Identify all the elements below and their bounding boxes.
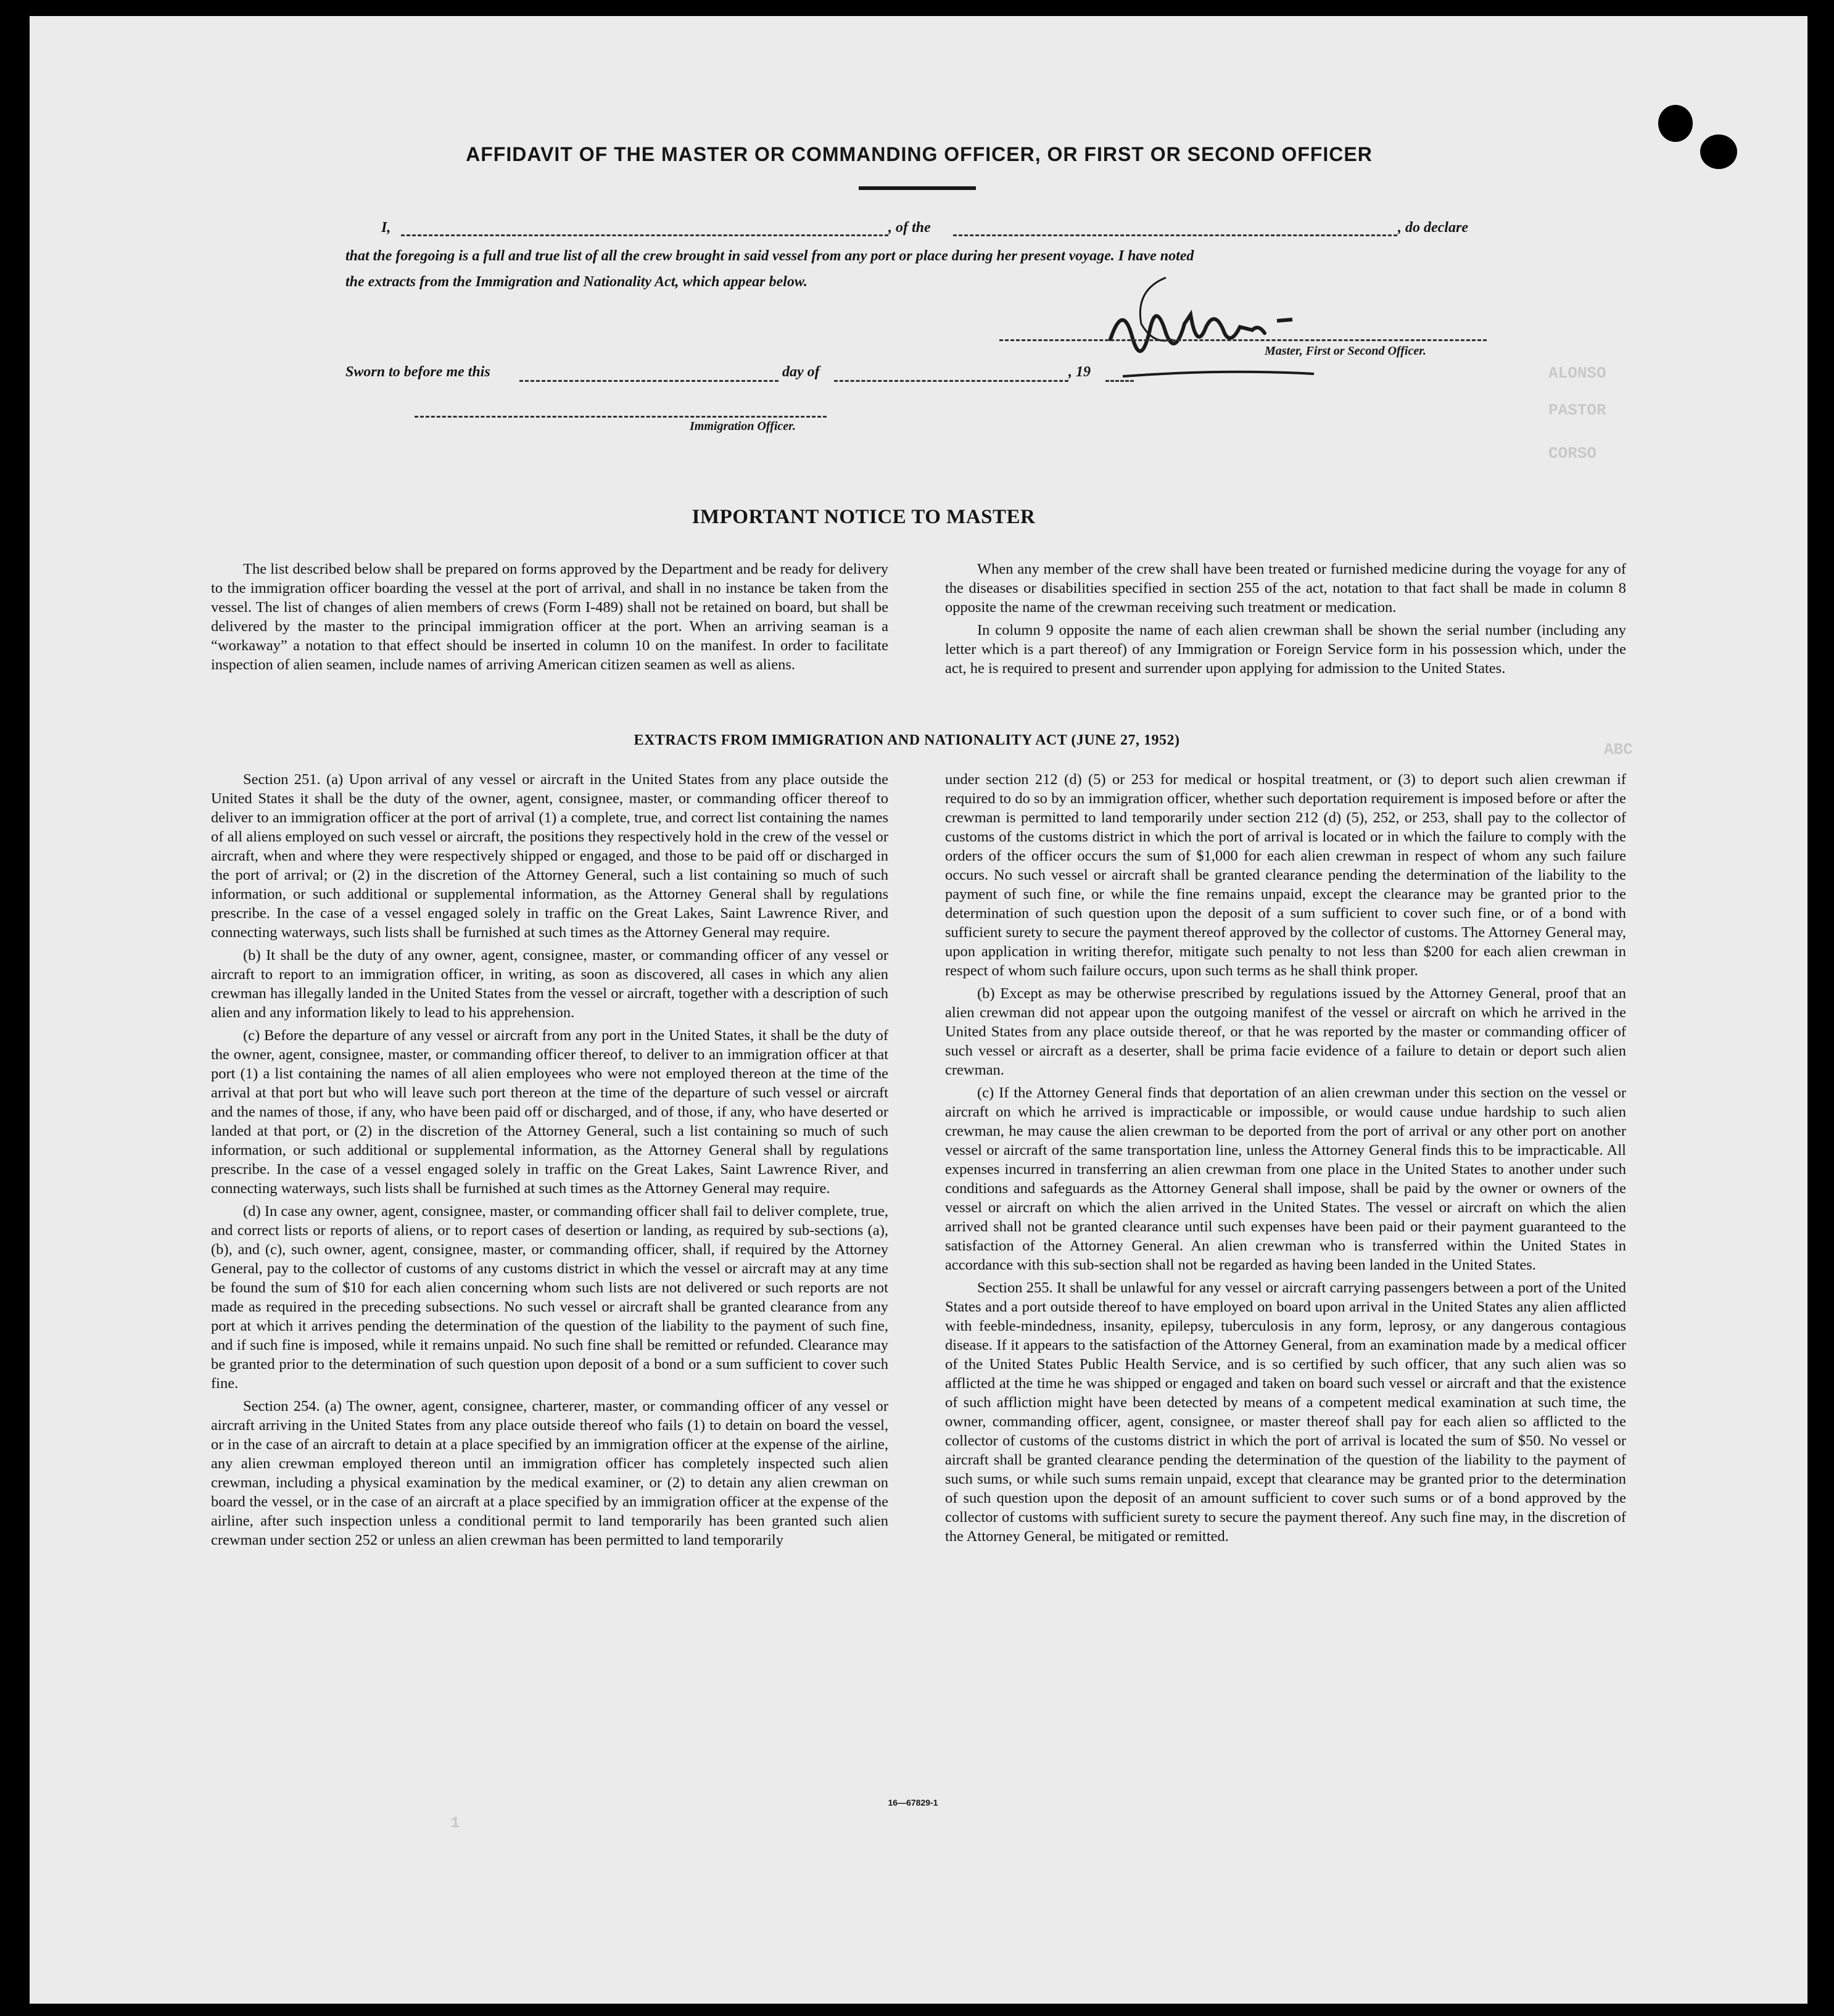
sworn-month-line (834, 380, 1068, 382)
statute-paragraph: Section 254. (a) The owner, agent, consignee, charterer, master, or commanding officer of any vessel or aircraft arriving in the United States from any place outside thereof who fails (1) to detain on board the vessel, or in the case of an aircraft to detain at a place specified by an immigration officer at the expense of the airline, any alien crewman employed thereon until an immigration officer has completely inspected such alien crewman, including a physical examination by the medical examiner, or (2) to detain any alien crewman on board the vessel, or in the case of an aircraft at a place specified by an immigration officer at the expense of the airline, after such inspection unless a conditional permit to land temporarily has been granted such alien crewman under section 252 or unless an alien crewman has been permitted to land temporarily (211, 1398, 888, 1548)
title-divider (859, 186, 976, 190)
master-name-line (401, 234, 888, 236)
notice-left-column (211, 560, 888, 678)
notice-paragraph: The list described below shall be prepared on forms approved by the Department and be ready for delivery to the immigration officer boarding the vessel at the port of arrival, and shall in no instance be taken from the vessel. The list of changes of alien members of crews (Form I-489) shall not be retained on board, but shall be delivered by the master to the principal immigration officer at the port. When an arriving seaman is a “workaway” a notation to that effect should be inserted in column 10 on the manifest. In order to facilitate inspection of alien seamen, include names of arriving American citizen seamen as well as aliens. (211, 561, 888, 673)
sworn-day-of-label: day of (782, 364, 820, 380)
statute-paragraph: (b) Except as may be otherwise prescribed by regulations issued by the Attorney General, proof that an alien crewman did not appear upon the outgoing manifest of the vessel or aircraft on which he arrived in the United States from any place outside thereof, or that he was reported by the master or commanding officer of such vessel or aircraft as a deserter, shall be prima facie evidence of a failure to detain or deport such alien crewman. (945, 985, 1626, 1078)
affidavit-statement-cont: the extracts from the Immigration and Nationality Act, which appear below. (345, 274, 808, 290)
statute-paragraph: (c) If the Attorney General finds that deportation of an alien crewman under this section on the vessel or aircraft on which he arrived is impracticable or impossible, or would cause undue hardship to such alien crewman, he may cause the alien crewman to be deported from the port of arrival or any other port on another vessel or aircraft of the same transportation line, unless the Attorney General finds this to be impracticable. All expenses incurred in transferring an alien crewman from one place in the United States to another under such conditions and safeguards as the Attorney General shall impose, shall be paid by the owner or owners of the vessel or aircraft on which the alien arrived in the United States. The vessel or aircraft on which the alien arrived shall not be granted clearance until such expenses have been paid or their payment guaranteed to the satisfaction of the Attorney General. An alien crewman who is transferred within the United States in accordance with this sub-section shall not be regarded as having been landed in the United States. (945, 1084, 1626, 1273)
sworn-day-line (519, 380, 779, 382)
immigration-officer-line (415, 416, 827, 418)
extracts-left-column (211, 770, 888, 1553)
sworn-year-line (1105, 380, 1134, 382)
statute-paragraph: (d) In case any owner, agent, consignee, master, or commanding officer shall fail to deliver complete, true, and correct lists or reports of aliens, or to report cases of desertion or landing, as required by sub-sections (a), (b), and (c), such owner, agent, consignee, master, or commanding officer, shall, if required by the Attorney General, pay to the collector of customs of any customs district in which the vessel or aircraft may at any time be found the sum of $10 for each alien concerning whom such lists are not delivered or such reports are not made as required in the preceding subsections. No such vessel or aircraft shall be granted clearance from any port at which it arrives pending the determination of the question of the liability to the payment of such fine, and if such fine is imposed, while it remains unpaid. No such fine shall be remitted or refunded. Clearance may be granted prior to the determination of such question upon deposit of a bond or a sum sufficient to cover such fine. (211, 1203, 888, 1392)
extracts-right-column (945, 770, 1626, 1550)
signature-line (999, 339, 1487, 341)
affidavit-i-label: I, (381, 220, 391, 236)
extracts-title: EXTRACTS FROM IMMIGRATION AND NATIONALITY ACT (JUNE 27, 1952) (634, 732, 1180, 748)
affidavit-statement: that the foregoing is a full and true list of all the crew brought in said vessel from any port or place during her present voyage. I have noted (345, 248, 1194, 264)
handwritten-signature (1098, 265, 1320, 382)
sworn-label: Sworn to before me this (345, 364, 490, 380)
immigration-officer-caption: Immigration Officer. (690, 419, 796, 433)
notice-right-column (945, 560, 1626, 682)
vessel-name-line (953, 234, 1397, 236)
punch-hole-mark (1658, 105, 1693, 142)
bleed-through-marks: ALONSO PASTOR CORSO ABC 1 (450, 364, 1633, 1832)
statute-paragraph: Section 251. (a) Upon arrival of any vessel or aircraft in the United States from any place outside the United States it shall be the duty of the owner, agent, consignee, master, or commanding officer thereof to deliver to an immigration officer at the port of arrival (1) a complete, true, and correct list containing the names of all aliens employed on such vessel or aircraft, the positions they respectively hold in the crew of the vessel or aircraft, when and where they were respectively shipped or engaged, and those to be paid off or discharged in the port of arrival; or (2) in the discretion of the Attorney General, such a list containing so much of such information, or such additional or supplemental information, as the Attorney General shall by regulations prescribe. In the case of a vessel engaged solely in traffic on the Great Lakes, Saint Lawrence River, and connecting waterways, such lists shall be furnished at such times as the Attorney General may require. (211, 771, 888, 941)
sworn-year-label: , 19 (1068, 364, 1091, 380)
affidavit-of-the-label: , of the (888, 220, 931, 236)
notice-title: IMPORTANT NOTICE TO MASTER (692, 506, 1036, 528)
statute-paragraph: (c) Before the departure of any vessel or aircraft from any port in the United States, it shall be the duty of the owner, agent, consignee, master, or commanding officer thereof, to deliver to an immigration officer at that port (1) a list containing the names of all alien employees who were not employed thereon at the time of the arrival at that port but who will leave such port thereon at the time of the departure of such vessel or aircraft and the names of those, if any, who have been paid off or discharged, and of those, if any, who have deserted or landed at that port, or (2) in the discretion of the Attorney General, such a list containing so much of such information, or such additional or supplemental information, as the Attorney General shall by regulations prescribe. In the case of a vessel engaged solely in traffic on the Great Lakes, Saint Lawrence River, and connecting waterways, such lists shall be furnished at such times as the Attorney General may require. (211, 1027, 888, 1197)
notice-paragraph: When any member of the crew shall have been treated or furnished medicine during the voyage for any of the diseases or disabilities specified in section 255 of the act, notation to that fact shall be made in column 8 opposite the name of the crewman receiving such treatment or medication. (945, 561, 1626, 616)
affidavit-title: AFFIDAVIT OF THE MASTER OR COMMANDING OFFICER, OR FIRST OR SECOND OFFICER (466, 143, 1373, 165)
punch-hole-mark (1700, 134, 1737, 169)
affidavit-declare-label: , do declare (1398, 220, 1468, 236)
statute-paragraph: Section 255. It shall be unlawful for any vessel or aircraft carrying passengers between a port of the United States and a port outside thereof to have employed on board upon arrival in the United States any alien afflicted with feeble-mindedness, insanity, epilepsy, tuberculosis in any form, leprosy, or any dangerous contagious disease. If it appears to the satisfaction of the Attorney General, from an examination made by a medical officer of the United States Public Health Service, and is so certified by such officer, that any such alien was so afflicted at the time he was shipped or engaged and taken on board such vessel or aircraft and that the existence of such affliction might have been detected by means of a competent medical examination at such time, the owner, commanding officer, agent, consignee, or master thereof shall pay for each alien so afflicted to the collector of customs of the customs district in which the port of arrival is located the sum of $50. No vessel or aircraft shall be granted clearance pending the determination of the question of the liability to the payment of such sums, or while such sums remain unpaid, except that clearance may be granted prior to the determination of such question upon the deposit of an amount sufficient to cover such sums or of a bond approved by the collector of customs with sufficient surety to secure the payment thereof. Any such fine may, in the discretion of the Attorney General, be mitigated or remitted. (945, 1279, 1626, 1545)
notice-paragraph: In column 9 opposite the name of each alien crewman shall be shown the serial number (including any letter which is a part thereof) of any Immigration or Foreign Service form in his possession which, under the act, he is required to present and surrender upon applying for admission to the United States. (945, 622, 1626, 677)
statute-paragraph: under section 212 (d) (5) or 253 for medical or hospital treatment, or (3) to deport such alien crewman if required to do so by an immigration officer, whether such deportation requirement is imposed before or after the crewman is permitted to land temporarily under section 212 (d) (5), 252, or 253, shall pay to the collector of customs of the customs district in which the port of arrival is located or in which the failure to comply with the orders of the officer occurs the sum of $1,000 for each alien crewman in respect of whom any such failure occurs. No such vessel or aircraft shall be granted clearance pending the determination of the liability to the payment of such fine, or while the fine remains unpaid, except the clearance may be granted prior to the determination of such question upon the deposit of a sum sufficient to cover such fine, or of a bond with sufficient surety to secure the payment thereof approved by the collector of customs. The Attorney General may, upon application in writing therefor, mitigate such penalty to not less than $200 for each alien crewman in respect of whom such failure occurs, upon such terms as he shall think proper. (945, 771, 1626, 979)
form-code: 16—67829-1 (888, 1798, 938, 1807)
signature-caption: Master, First or Second Officer. (1265, 344, 1426, 358)
statute-paragraph: (b) It shall be the duty of any owner, agent, consignee, master, or commanding officer of any vessel or aircraft to report to an immigration officer, in writing, as soon as discovered, all cases in which any alien crewman has illegally landed in the United States from the vessel or aircraft, together with a description of such alien and any information likely to lead to his apprehension. (211, 947, 888, 1021)
